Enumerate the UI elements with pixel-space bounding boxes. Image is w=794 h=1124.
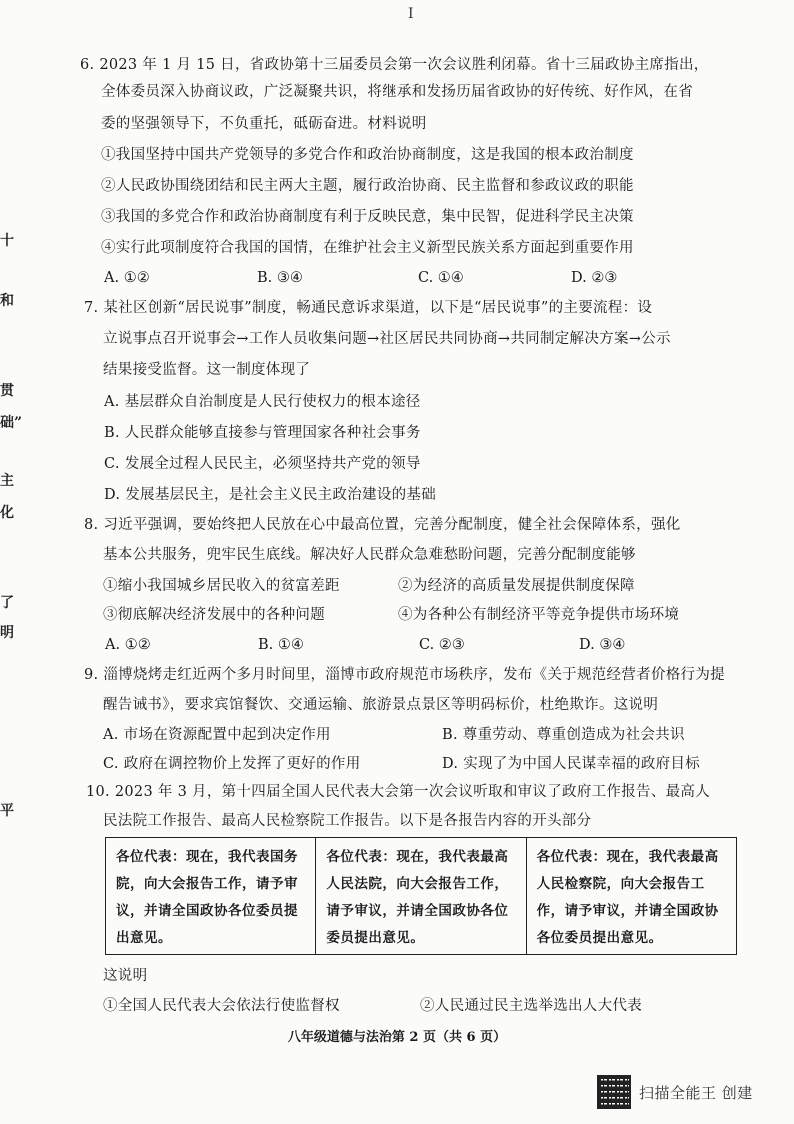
- question-6-statement: ①我国坚持中国共产党领导的多党合作和政治协商制度，这是我国的根本政治制度: [101, 147, 634, 163]
- question-7-stem-line: 7. 某社区创新“居民说事”制度，畅通民意诉求渠道，以下是“居民说事”的主要流程：设: [84, 300, 653, 316]
- government-report-opening: 各位代表：现在，我代表国务院，向大会报告工作，请予审议，并请全国政协各位委员提出意见。: [106, 838, 316, 954]
- question-8-statement: ④为各种公有制经济平等竞争提供市场环境: [398, 607, 680, 623]
- margin-char: 了: [0, 595, 14, 611]
- supreme-court-report-opening: 各位代表：现在，我代表最高人民法院，向大会报告工作，请予审议，并请全国政协各位委员提出意见。: [316, 838, 526, 954]
- page-top-mark: I: [408, 6, 414, 22]
- left-margin-fragments: [0, 0, 22, 1124]
- margin-char: 平: [0, 803, 14, 819]
- question-10-statement: ①全国人民代表大会依法行使监督权: [103, 998, 340, 1014]
- margin-char: 化: [0, 505, 14, 521]
- question-8-statement: ②为经济的高质量发展提供制度保障: [398, 578, 635, 594]
- question-7-option-d[interactable]: D. 发展基层民主，是社会主义民主政治建设的基础: [104, 487, 437, 503]
- scanner-watermark: [597, 1075, 753, 1109]
- choice-a[interactable]: A. ①②: [104, 270, 150, 286]
- procuratorate-report-opening: 各位代表：现在，我代表最高人民检察院，向大会报告工作，请予审议，并请全国政协各位委员提出意见。: [536, 849, 719, 946]
- margin-char: 贯: [0, 383, 14, 399]
- question-9-option-c[interactable]: C. 政府在调控物价上发挥了更好的作用: [103, 756, 361, 772]
- choice-b[interactable]: B. ③④: [257, 270, 303, 286]
- question-8-stem-line: 基本公共服务，兜牢民生底线。解决好人民群众急难愁盼问题，完善分配制度能够: [103, 547, 636, 563]
- margin-char: 和: [0, 293, 14, 309]
- question-8-statement: ①缩小我国城乡居民收入的贫富差距: [103, 578, 340, 594]
- question-10-statement: ②人民通过民主选举选出人大代表: [420, 998, 642, 1014]
- question-8-stem-line: 8. 习近平强调，要始终把人民放在心中最高位置，完善分配制度，健全社会保障体系，强化: [84, 517, 681, 533]
- question-8-statement: ③彻底解决经济发展中的各种问题: [103, 607, 325, 623]
- question-6-statement: ②人民政协围绕团结和民主两大主题，履行政治协商、民主监督和参政议政的职能: [101, 178, 634, 194]
- report-openings-table: [105, 837, 737, 955]
- margin-char: 明: [0, 625, 14, 641]
- margin-char: 十: [0, 233, 14, 249]
- watermark-text: 扫描全能王 创建: [639, 1083, 753, 1102]
- margin-char: 础”: [0, 415, 23, 431]
- question-9-option-d[interactable]: D. 实现了为中国人民谋幸福的政府目标: [442, 756, 701, 772]
- question-9-stem-line: 醒告诫书》，要求宾馆餐饮、交通运输、旅游景点景区等明码标价，杜绝欺诈。这说明: [103, 697, 659, 713]
- question-6-stem-line: 全体委员深入协商议政，广泛凝聚共识，将继承和发扬历届省政协的好传统、好作风，在省: [101, 84, 693, 100]
- choice-c[interactable]: C. ①④: [418, 270, 464, 286]
- choice-b[interactable]: B. ①④: [258, 637, 304, 653]
- question-10-conclusion: 这说明: [103, 968, 148, 984]
- page-footer: 八年级道德与法治第 2 页（共 6 页）: [287, 1030, 507, 1045]
- question-7-stem-line: 立说事点召开说事会→工作人员收集问题→社区居民共同协商→共同制定解决方案→公示: [103, 331, 671, 347]
- choice-d[interactable]: D. ②③: [571, 270, 618, 286]
- question-7-option-b[interactable]: B. 人民群众能够直接参与管理国家各种社会事务: [104, 425, 421, 441]
- question-9-option-b[interactable]: B. 尊重劳动、尊重创造成为社会共识: [442, 727, 685, 743]
- question-9-option-a[interactable]: A. 市场在资源配置中起到决定作用: [103, 727, 331, 743]
- question-10-stem-line: 民法院工作报告、最高人民检察院工作报告。以下是各报告内容的开头部分: [103, 813, 592, 829]
- question-7-option-c[interactable]: C. 发展全过程人民民主，必须坚持共产党的领导: [104, 456, 421, 472]
- choice-a[interactable]: A. ①②: [105, 637, 151, 653]
- question-7-stem-line: 结果接受监督。这一制度体现了: [103, 362, 311, 378]
- question-7-option-a[interactable]: A. 基层群众自治制度是人民行使权力的根本途径: [104, 394, 421, 410]
- question-10-stem-line: 10. 2023 年 3 月，第十四届全国人民代表大会第一次会议听取和审议了政府工作报告、最高人: [86, 784, 711, 800]
- question-9-stem-line: 9. 淄博烧烤走红近两个多月时间里，淄博市政府规范市场秩序，发布《关于规范经营者价格行为提: [84, 667, 725, 683]
- qr-code-icon: [597, 1075, 631, 1109]
- question-6-statement: ③我国的多党合作和政治协商制度有利于反映民意，集中民智，促进科学民主决策: [101, 209, 634, 225]
- margin-char: 主: [0, 473, 14, 489]
- question-6-stem-line: 委的坚强领导下，不负重托，砥砺奋进。材料说明: [101, 116, 427, 132]
- choice-d[interactable]: D. ③④: [579, 637, 626, 653]
- question-6-stem-line: 6. 2023 年 1 月 15 日，省政协第十三届委员会第一次会议胜利闭幕。省十三届政协主席指出，: [80, 57, 709, 73]
- choice-c[interactable]: C. ②③: [419, 637, 465, 653]
- question-6-statement: ④实行此项制度符合我国的国情，在维护社会主义新型民族关系方面起到重要作用: [101, 240, 634, 256]
